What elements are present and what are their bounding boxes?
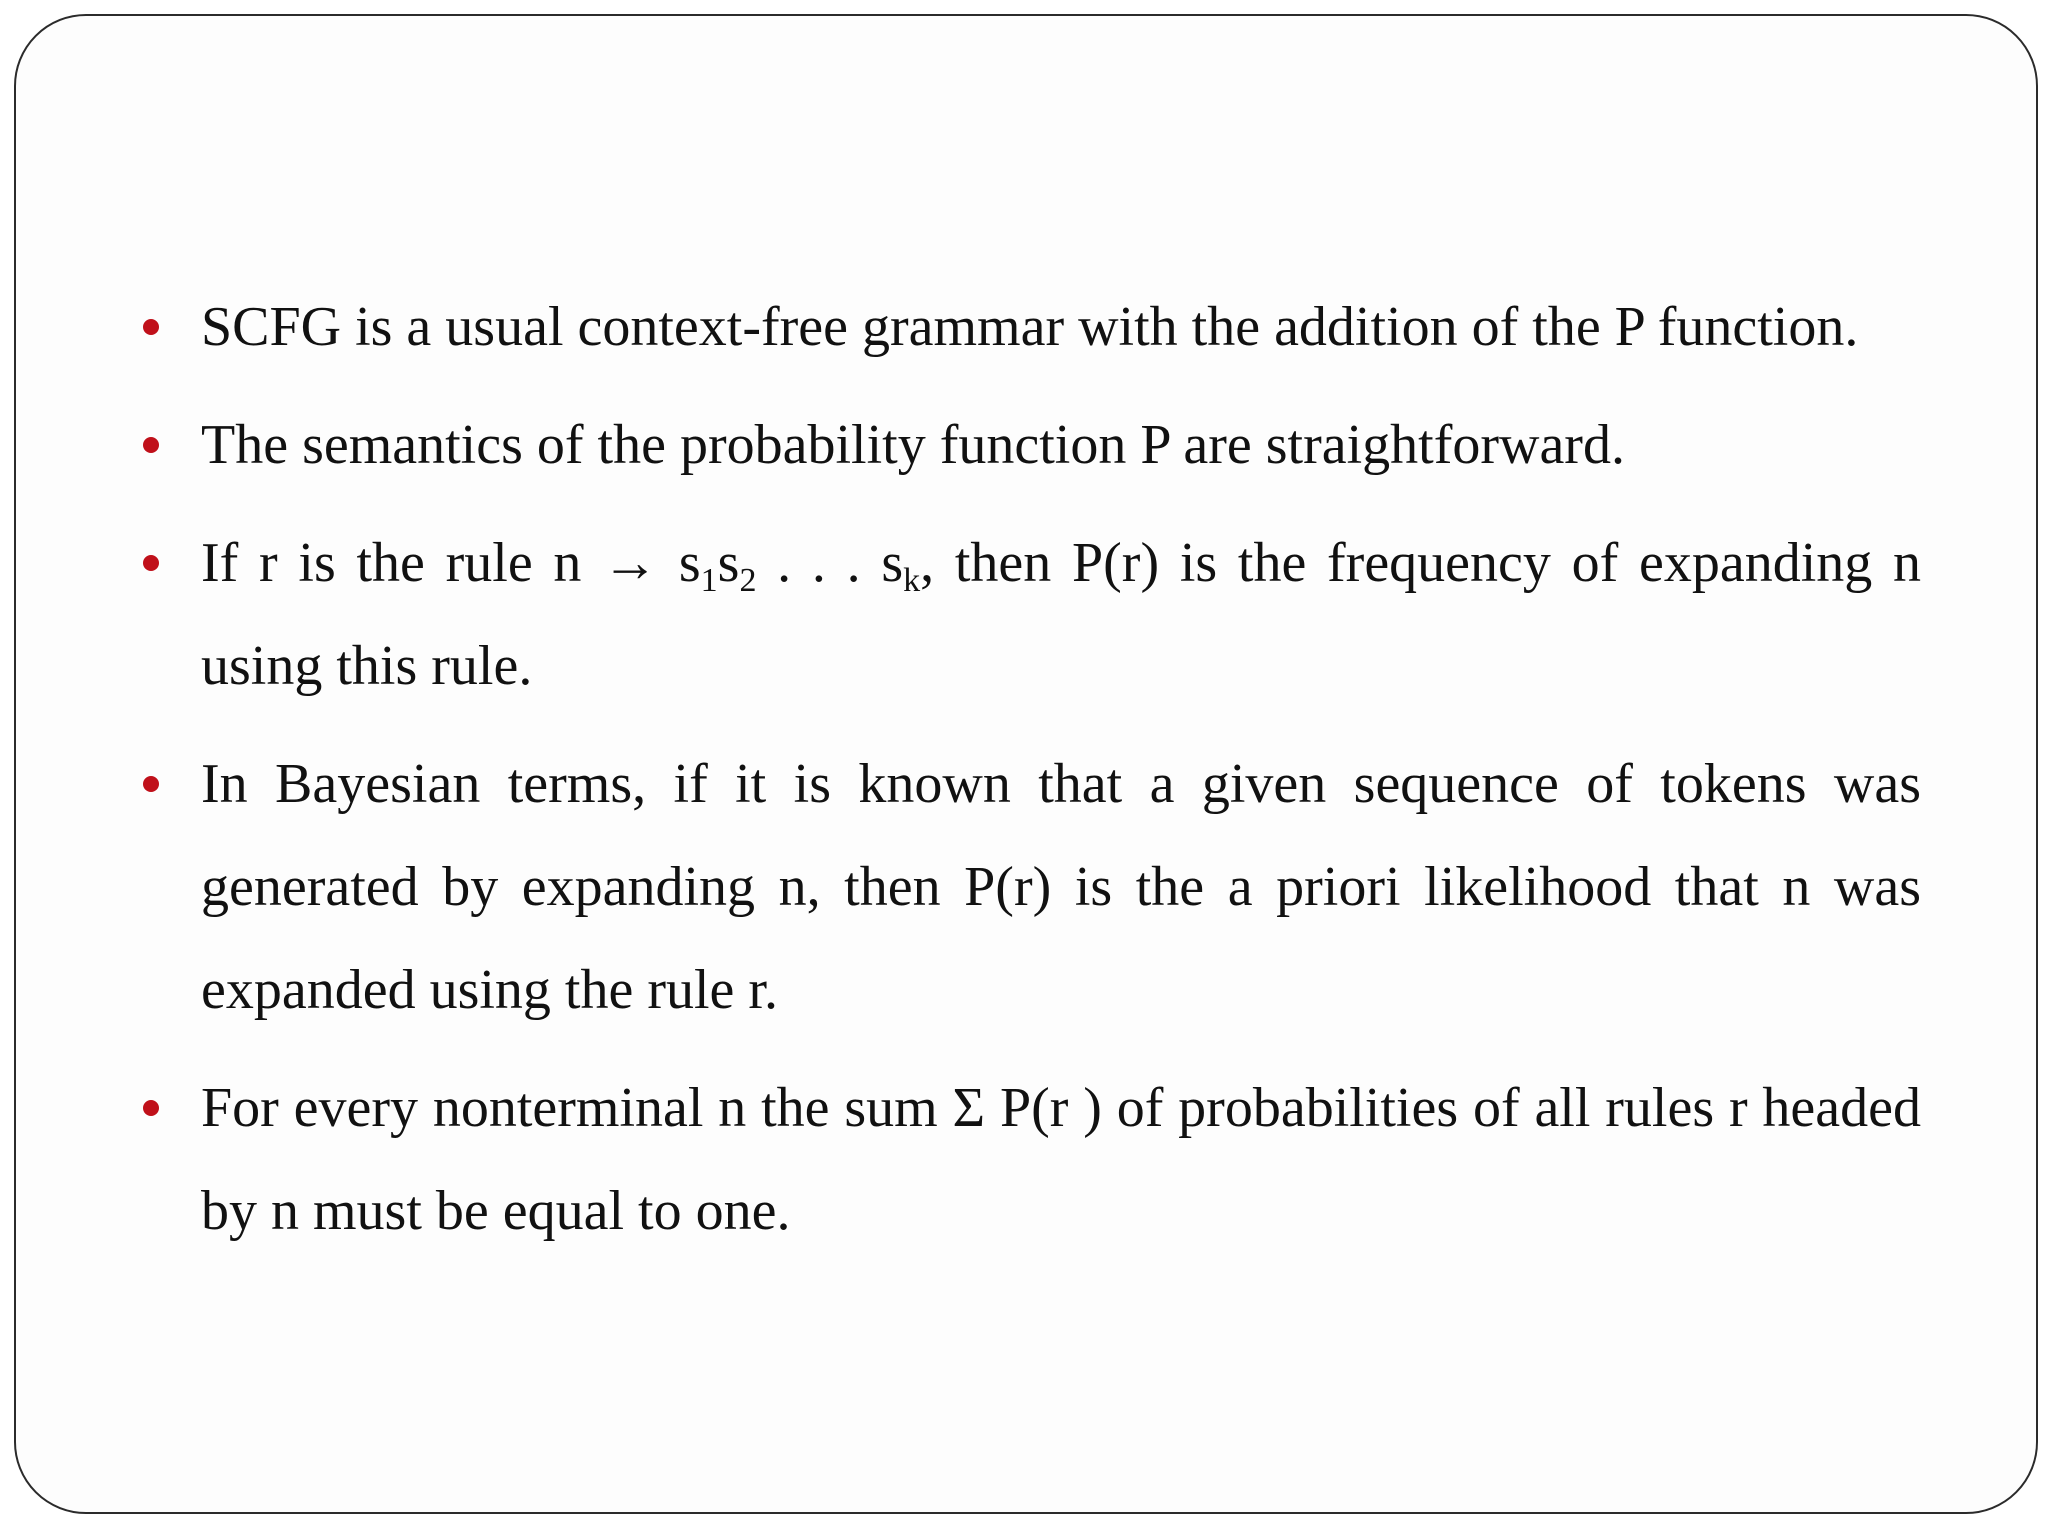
rule-symbol-s: s xyxy=(717,532,740,594)
bullet-item-scfg-definition xyxy=(131,276,1921,379)
bullet-text: In Bayesian terms, if it is known that a given sequence of tokens was generated by expanding n, then P(r) is the a priori likelihood that n was expanded using the rule r. xyxy=(201,753,1921,1021)
bullet-text xyxy=(201,532,1921,697)
bullet-dot-icon xyxy=(143,319,159,335)
bullet-item-sum-to-one xyxy=(131,1057,1921,1263)
bullet-dot-icon xyxy=(143,1100,159,1116)
bullet-item-bayesian xyxy=(131,733,1921,1042)
rule-text-start: If r is the rule n → s xyxy=(201,532,701,594)
bullet-list xyxy=(131,276,1921,1278)
bullet-text: For every nonterminal n the sum Σ P(r ) of probabilities of all rules r headed by n must be equal to one. xyxy=(201,1077,1921,1242)
rule-ellipsis: . . . s xyxy=(756,532,904,594)
subscript-2: 2 xyxy=(739,562,757,599)
slide-frame xyxy=(14,14,2038,1514)
subscript-k: k xyxy=(903,562,921,599)
bullet-item-semantics xyxy=(131,394,1921,497)
bullet-item-rule-frequency xyxy=(131,512,1921,718)
bullet-text: SCFG is a usual context-free grammar with the addition of the P function. xyxy=(201,296,1859,358)
bullet-text: The semantics of the probability function P are straightforward. xyxy=(201,414,1625,476)
bullet-dot-icon xyxy=(143,437,159,453)
subscript-1: 1 xyxy=(700,562,718,599)
rule-text-end: , then P(r) is the frequency of expanding n using this rule. xyxy=(201,532,1921,697)
bullet-dot-icon xyxy=(143,555,159,571)
bullet-dot-icon xyxy=(143,776,159,792)
